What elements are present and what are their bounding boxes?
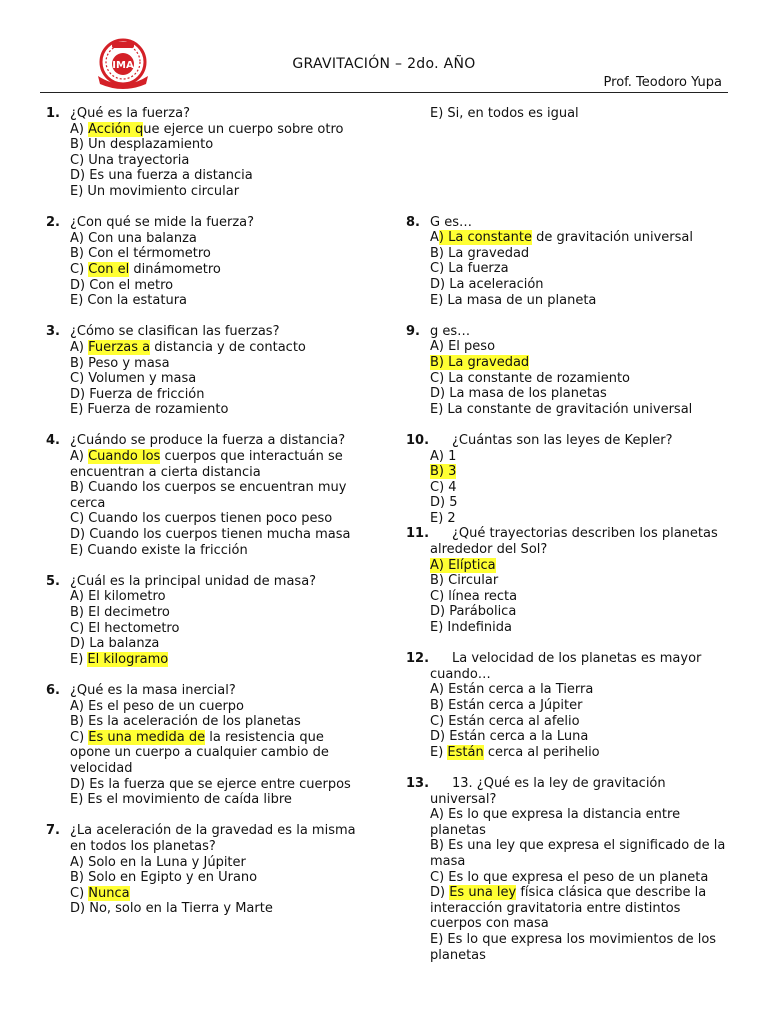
question-text: ¿Qué es la fuerza?	[70, 106, 190, 121]
option-a: A) Es lo que expresa la distancia entre planetas	[430, 807, 681, 838]
option-d: D) La aceleración	[430, 276, 544, 292]
option-d: D) Es la fuerza que se ejerce entre cuerpos	[70, 776, 351, 792]
right-column	[406, 106, 736, 963]
option-b: B) El decimetro	[70, 605, 170, 620]
question-number: 1.	[46, 106, 60, 121]
question-number: 7.	[46, 823, 60, 839]
option-b: B) Cuando los cuerpos se encuentran muy cerca	[70, 480, 347, 511]
option-d: D) Es una ley física clásica que describe la interacción gravitatoria entre distintos cuerpos con masa	[430, 885, 707, 932]
question-7-continued	[406, 106, 736, 122]
option-b: B) Es una ley que expresa el significado de la masa	[430, 838, 726, 869]
question-text: ¿Cómo se clasifican las fuerzas?	[70, 324, 280, 340]
option-e: E) Es el movimiento de caída libre	[70, 792, 292, 808]
option-b: B) Peso y masa	[70, 355, 170, 371]
question-1	[46, 106, 364, 200]
option-a: A) Solo en la Luna y Júpiter	[70, 854, 246, 870]
option-c: C) Cuando los cuerpos tienen poco peso	[70, 511, 333, 527]
option-c: C) línea recta	[430, 588, 518, 604]
option-e: E) La constante de gravitación universal	[430, 401, 693, 417]
option-e: E) 2	[430, 510, 456, 526]
question-number: 3.	[46, 324, 60, 340]
highlighted-answer: Cuando los	[88, 449, 161, 465]
option-c: C) La constante de rozamiento	[430, 370, 631, 386]
highlighted-answer: Acción q	[88, 121, 144, 137]
question-number: 8.	[406, 214, 420, 230]
question-number: 2.	[46, 215, 60, 231]
option-c: C) Con el dinámometro	[70, 261, 221, 277]
option-a: A) El peso	[430, 339, 496, 355]
option-c: C) Una trayectoria	[70, 152, 190, 168]
highlighted-answer: Fuerzas a	[88, 339, 151, 355]
option-e: E) Cuando existe la fricción	[70, 542, 248, 558]
option-e: E) Indefinida	[430, 620, 512, 636]
option-c: C) Es una medida de la resistencia que opone un cuerpo a cualquier cambio de velocidad	[70, 729, 329, 776]
highlighted-answer: B) 3	[430, 464, 457, 480]
question-text: ¿Cuántas son las leyes de Kepler?	[452, 432, 673, 448]
highlighted-answer: A) Elíptica	[430, 557, 496, 573]
professor-name: Prof. Teodoro Yupa	[603, 75, 722, 90]
option-e: E) Un movimiento circular	[70, 183, 240, 199]
option-d: D) Cuando los cuerpos tienen mucha masa	[70, 527, 351, 543]
question-3	[46, 324, 364, 418]
option-e: E) Si, en todos es igual	[430, 106, 579, 121]
option-a: A) El kilometro	[70, 589, 166, 605]
option-c: C) Es lo que expresa el peso de un planeta	[430, 869, 709, 885]
option-e: E) La masa de un planeta	[430, 292, 597, 308]
option-a: A) Fuerzas a distancia y de contacto	[70, 339, 306, 355]
question-10	[406, 433, 736, 527]
option-c: C) La fuerza	[430, 261, 509, 277]
question-number: 5.	[46, 573, 60, 589]
option-d: D) Es una fuerza a distancia	[70, 168, 253, 184]
option-b: B) Circular	[430, 573, 499, 589]
option-d: D) Parábolica	[430, 604, 517, 620]
option-b	[430, 464, 736, 480]
question-number: 10.	[406, 432, 430, 448]
question-text: G es…	[430, 214, 472, 230]
option-b	[430, 355, 736, 371]
question-4	[46, 433, 364, 558]
question-text: ¿Qué es la masa inercial?	[70, 682, 236, 698]
option-d: D) No, solo en la Tierra y Marte	[70, 901, 273, 917]
option-a: A) 1	[430, 448, 457, 464]
option-d: D) Con el metro	[70, 277, 174, 293]
option-a: A) Están cerca a la Tierra	[430, 682, 594, 698]
highlighted-answer: Con el	[88, 261, 130, 277]
option-d: D) La balanza	[70, 636, 160, 652]
logo-text: IMA	[112, 60, 134, 71]
question-6	[46, 683, 364, 808]
document-title: GRAVITACIÓN – 2do. AÑO	[292, 56, 476, 72]
option-d: D) 5	[430, 495, 458, 511]
question-text: ¿La aceleración de la gravedad es la misma en todos los planetas?	[70, 823, 356, 854]
option-b: B) La gravedad	[430, 245, 530, 261]
question-number: 11.	[406, 526, 430, 542]
question-text: ¿Qué trayectorias describen los planetas alrededor del Sol?	[430, 526, 718, 558]
option-a: A) Con una balanza	[70, 230, 197, 246]
option-a: A) La constante de gravitación universal	[430, 230, 693, 246]
option-a	[430, 558, 736, 574]
left-column	[46, 106, 364, 917]
question-12	[406, 651, 736, 760]
option-a: A) Acción que ejerce un cuerpo sobre otro	[70, 121, 344, 137]
question-11	[406, 526, 736, 635]
question-9	[406, 324, 736, 418]
option-c: C) 4	[430, 479, 457, 495]
option-a: A) Es el peso de un cuerpo	[70, 698, 244, 714]
option-c: C) Volumen y masa	[70, 371, 197, 387]
question-number: 4.	[46, 433, 60, 449]
option-b: B) Están cerca a Júpiter	[430, 698, 583, 713]
option-e: E) El kilogramo	[70, 651, 169, 667]
option-e: E) Fuerza de rozamiento	[70, 402, 229, 418]
question-text: g es…	[430, 323, 471, 339]
option-b: B) Un desplazamiento	[70, 137, 214, 153]
question-2	[46, 215, 364, 309]
highlighted-answer: ) La constante	[438, 230, 532, 246]
question-text: ¿Con qué se mide la fuerza?	[70, 215, 255, 231]
question-8	[406, 215, 736, 309]
option-b: B) Solo en Egipto y en Urano	[70, 870, 258, 886]
option-a: A) Cuando los cuerpos que interactuán se encuentran a cierta distancia	[70, 449, 343, 480]
option-e: E) Con la estatura	[70, 293, 188, 309]
question-5	[46, 574, 364, 668]
option-c: C) El hectometro	[70, 620, 180, 636]
option-b: B) Es la aceleración de los planetas	[70, 714, 301, 730]
option-e: E) Es lo que expresa los movimientos de los planetas	[430, 931, 717, 963]
question-number: 12.	[406, 651, 430, 667]
question-text: La velocidad de los planetas es mayor cuando…	[430, 651, 702, 682]
question-text: ¿Cuándo se produce la fuerza a distancia?	[70, 433, 346, 449]
highlighted-answer: Es una ley	[449, 885, 517, 901]
option-e: E) Están cerca al perihelio	[430, 744, 600, 760]
question-text: 13. ¿Qué es la ley de gravitación universal?	[430, 775, 666, 807]
question-text: ¿Cuál es la principal unidad de masa?	[70, 573, 317, 589]
highlighted-answer: Nunca	[88, 885, 130, 901]
option-b: B) Con el térmometro	[70, 246, 211, 262]
option-c: C) Nunca	[70, 885, 130, 901]
option-c: C) Están cerca al afelio	[430, 713, 580, 729]
highlighted-answer: El kilogramo	[87, 651, 169, 667]
header-divider	[40, 92, 728, 93]
option-d: D) La masa de los planetas	[430, 386, 607, 402]
question-7	[46, 823, 364, 917]
question-number: 13.	[406, 775, 430, 791]
option-d: D) Fuerza de fricción	[70, 386, 205, 402]
question-number: 6.	[46, 682, 60, 698]
highlighted-answer: Es una medida de	[88, 729, 206, 745]
question-number: 9.	[406, 323, 420, 339]
option-d: D) Están cerca a la Luna	[430, 729, 589, 745]
highlighted-answer: Están	[447, 744, 484, 760]
question-13	[406, 776, 736, 963]
highlighted-answer: B) La gravedad	[430, 354, 530, 370]
